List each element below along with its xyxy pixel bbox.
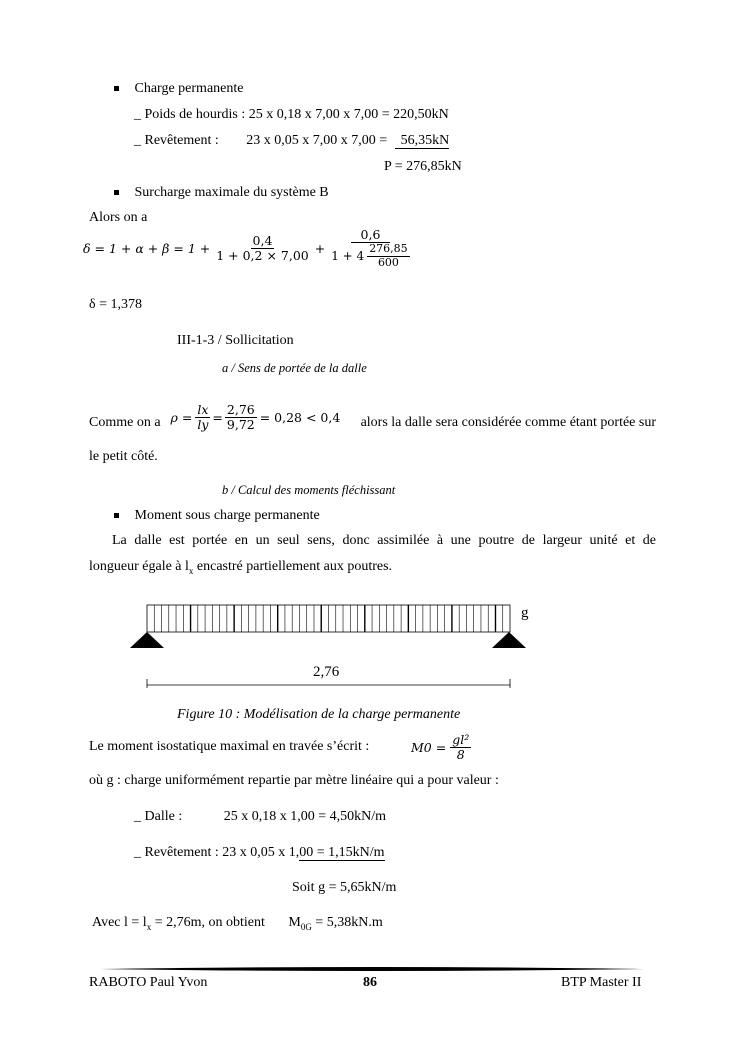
g-definition: où g : charge uniformément repartie par mètre linéaire qui a pour valeur : — [89, 773, 499, 788]
delta-frac1 — [214, 234, 311, 264]
plus-sign: + — [314, 241, 326, 257]
rev-line — [134, 845, 385, 861]
m0-den: 8 — [456, 747, 465, 763]
total-p: P = 276,85kN — [384, 159, 462, 174]
frac2-inner — [367, 243, 410, 269]
bullet-square-icon — [114, 513, 119, 518]
subheading-a: a / Sens de portée de la dalle — [222, 361, 367, 375]
bullet-label: Surcharge maximale du système B — [134, 185, 329, 200]
rho-text-line2: le petit côté. — [89, 449, 158, 464]
soit-g: Soit g = 5,65kN/m — [292, 880, 397, 895]
bullet-surcharge — [114, 185, 329, 201]
lx: lx — [197, 402, 209, 417]
right-support — [492, 632, 526, 648]
hourdis-line: _ Poids de hourdis : 25 x 0,18 x 7,00 x 7,00 = 220,50kN — [134, 107, 449, 122]
left-support — [130, 632, 164, 648]
delta-frac2 — [329, 228, 411, 270]
frac2-den — [329, 243, 411, 269]
dalle-value: 25 x 0,18 x 1,00 = 4,50kN/m — [223, 809, 387, 824]
rho-frac-l — [195, 403, 210, 433]
rev-underlined: 00 = 1,15kN/m — [299, 845, 385, 860]
bullet-square-icon — [114, 86, 119, 91]
para-line2-a: longueur égale à l — [89, 559, 189, 574]
m0-formula — [411, 733, 471, 763]
para-line2-sub: x — [188, 565, 194, 576]
bullet-charge-permanente — [114, 81, 243, 97]
revetement-label: _ Revêtement : — [134, 133, 219, 148]
subheading-b: b / Calcul des moments fléchissant — [222, 483, 396, 497]
bullet-moment — [114, 508, 320, 524]
avec-sub: x — [146, 921, 152, 932]
bullet-label: Moment sous charge permanente — [134, 508, 320, 523]
ly: ly — [197, 417, 209, 433]
frac2-inner-num: 276,85 — [369, 242, 408, 256]
para-line2-b: encastré partiellement aux poutres. — [193, 559, 393, 574]
avec-a: Avec l = l — [92, 915, 147, 930]
footer-author: RABOTO Paul Yvon — [89, 975, 208, 990]
mog-val: = 5,38kN.m — [311, 915, 383, 930]
alors-on-a: Alors on a — [89, 210, 148, 225]
rho-text-end: alors la dalle sera considérée comme étant portée sur — [360, 414, 656, 430]
bullet-square-icon — [114, 190, 119, 195]
mog-sub: 0G — [300, 921, 312, 932]
para-line1: La dalle est portée en un seul sens, donc assimilée à une poutre de largeur unité et de — [112, 533, 656, 548]
rho-frac-num — [225, 403, 257, 433]
footer-rule — [0, 964, 745, 974]
revetement-formula: 23 x 0,05 x 7,00 x 7,00 = — [246, 133, 388, 148]
load-label: g — [521, 605, 529, 621]
beam-figure — [0, 595, 745, 690]
rho-line — [89, 403, 656, 433]
revetement-line — [134, 133, 449, 149]
delta-formula — [83, 228, 412, 270]
delta-lhs: δ = 1 + α + β = 1 + — [83, 241, 211, 257]
rho-num: 2,76 — [226, 402, 255, 417]
mog: M — [288, 915, 301, 930]
m0-symbol: M0 = — [411, 740, 447, 756]
span-label: 2,76 — [313, 664, 340, 680]
frac2-num: 0,6 — [351, 228, 391, 243]
dalle-line — [134, 809, 386, 825]
distributed-load-hatch — [147, 605, 510, 632]
rev-label: _ Revêtement : 23 x 0,05 x 1, — [134, 845, 300, 860]
figure-caption: Figure 10 : Modélisation de la charge permanente — [177, 707, 461, 722]
revetement-value: 56,35kN — [395, 133, 450, 149]
delta-result: δ = 1,378 — [89, 297, 142, 312]
para-line2 — [89, 559, 392, 576]
m0-num: gl² — [452, 732, 470, 747]
dalle-label: _ Dalle : — [134, 809, 183, 824]
footer-program: BTP Master II — [561, 975, 642, 990]
avec-end: = 2,76m, on obtient — [151, 915, 265, 930]
bullet-label: Charge permanente — [134, 81, 244, 96]
moment-intro: Le moment isostatique maximal en travée s’écrit : — [89, 739, 370, 754]
rho-result: = 0,28 < 0,4 — [259, 410, 341, 426]
frac2-inner-den: 600 — [377, 256, 399, 270]
frac2-den-prefix: 1 + 4 — [331, 248, 365, 263]
rho-symbol: ρ = — [170, 410, 193, 426]
rho-formula — [171, 403, 341, 433]
comme-on-a: Comme on a — [89, 414, 161, 430]
frac1-den: 1 + 0,2 × 7,00 — [216, 248, 309, 264]
footer-page: 86 — [363, 975, 377, 990]
m0-frac — [450, 733, 471, 763]
frac1-num: 0,4 — [252, 232, 273, 248]
eq-sign: = — [212, 410, 223, 426]
avec-line — [92, 915, 383, 932]
rho-den: 9,72 — [226, 417, 255, 433]
heading-sollicitation: III-1-3 / Sollicitation — [177, 333, 294, 348]
